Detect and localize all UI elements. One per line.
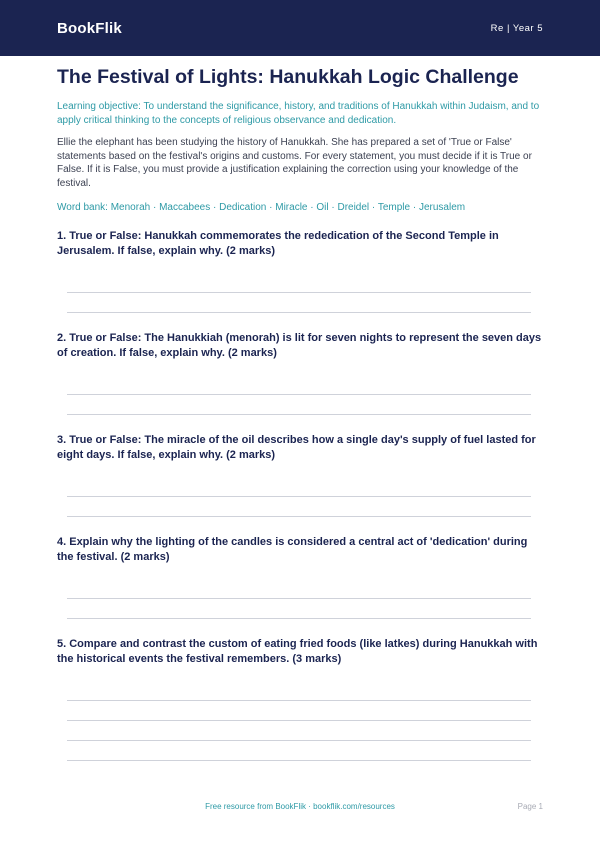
question-text: 5. Compare and contrast the custom of eating fried foods (like latkes) during Hanukkah with the historical events the festival remembers. (3 marks) [57, 638, 538, 665]
question-text: 2. True or False: The Hanukkiah (menorah) is lit for seven nights to represent the seven days of creation. If false, explain why. (2 marks) [57, 332, 542, 359]
page-footer [0, 802, 600, 814]
intro-text: Ellie the elephant has been studying the history of Hanukkah. She has prepared a set of 'True or False' statements based on the festival's origins and customs. For every statement, you must decide if it is True or False. If it is False, you must provide a justification explaining the correction using your knowledge of the festival. [57, 137, 532, 189]
answer-line[interactable] [67, 394, 531, 395]
answer-line[interactable] [67, 720, 531, 721]
page-number: Page 1 [517, 802, 543, 811]
answer-line[interactable] [67, 618, 531, 619]
question-5 [57, 637, 543, 667]
question-4 [57, 535, 543, 565]
question-text: 1. True or False: Hanukkah commemorates the rededication of the Second Temple in Jerusalem. If false, explain why. (2 marks) [57, 230, 499, 257]
brand-logo[interactable]: BookFlik [57, 19, 122, 37]
answer-line[interactable] [67, 700, 531, 701]
question-1 [57, 229, 543, 259]
word-bank: Word bank: Menorah · Maccabees · Dedication · Miracle · Oil · Dreidel · Temple · Jerusalem [57, 202, 466, 213]
question-2 [57, 331, 543, 361]
answer-line[interactable] [67, 292, 531, 293]
page-header [0, 0, 600, 56]
page-title: The Festival of Lights: Hanukkah Logic Challenge [57, 66, 519, 88]
answer-line[interactable] [67, 598, 531, 599]
answer-line[interactable] [67, 496, 531, 497]
answer-line[interactable] [67, 760, 531, 761]
question-text: 4. Explain why the lighting of the candles is considered a central act of 'dedication' during the festival. (2 marks) [57, 536, 528, 563]
answer-line[interactable] [67, 516, 531, 517]
question-text: 3. True or False: The miracle of the oil describes how a single day's supply of fuel lasted for eight days. If false, explain why. (2 marks) [57, 434, 536, 461]
subject-year-label: Re | Year 5 [490, 22, 543, 34]
intro-section [57, 66, 543, 214]
question-3 [57, 433, 543, 463]
learning-objective: Learning objective: To understand the significance, history, and traditions of Hanukkah within Judaism, and to apply critical thinking to the concepts of religious observance and dedication. [57, 101, 540, 126]
answer-line[interactable] [67, 740, 531, 741]
answer-line[interactable] [67, 312, 531, 313]
footer-link[interactable]: Free resource from BookFlik · bookflik.com/resources [205, 802, 395, 811]
answer-line[interactable] [67, 414, 531, 415]
